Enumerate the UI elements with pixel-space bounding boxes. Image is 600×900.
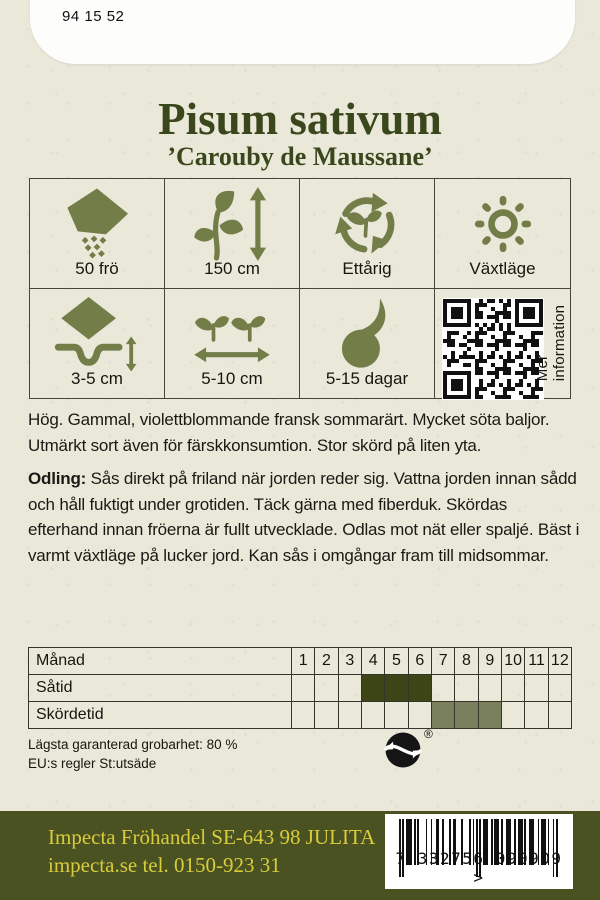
footer xyxy=(0,811,600,900)
info-cell-position xyxy=(435,179,570,289)
month-10: 10 xyxy=(501,648,524,674)
calendar-month-label: Månad xyxy=(36,652,85,669)
cultivation-text xyxy=(28,466,580,568)
plant-spacing-icon xyxy=(188,297,276,371)
sun-icon xyxy=(465,187,541,261)
harvest-month-9 xyxy=(478,702,501,728)
info-cell-annual xyxy=(300,179,435,289)
harvest-month-1 xyxy=(291,702,314,728)
sow-month-2 xyxy=(314,675,337,701)
eu-rules: EU:s regler St:utsäde xyxy=(28,756,157,771)
green-dot-recycling-icon xyxy=(384,731,422,769)
seed-amount-icon xyxy=(49,187,145,261)
plant-height-icon xyxy=(191,187,273,261)
info-cell-seed-amount xyxy=(30,179,165,289)
harvest-month-12 xyxy=(548,702,571,728)
month-7: 7 xyxy=(431,648,454,674)
harvest-month-10 xyxy=(501,702,524,728)
germination-icon xyxy=(327,297,407,373)
annual-cycle-icon xyxy=(329,187,405,261)
calendar-harvest-label: Skördetid xyxy=(36,706,104,723)
plant-spacing-label: 5-10 cm xyxy=(201,369,263,388)
month-9: 9 xyxy=(478,648,501,674)
harvest-month-2 xyxy=(314,702,337,728)
harvest-month-6 xyxy=(408,702,431,728)
harvest-month-3 xyxy=(338,702,361,728)
calendar-harvest-row xyxy=(29,702,571,728)
sow-month-11 xyxy=(524,675,547,701)
sow-month-9 xyxy=(478,675,501,701)
seed-amount-label: 50 frö xyxy=(75,258,119,278)
position-label: Växtläge xyxy=(469,258,536,278)
registered-trademark: ® xyxy=(424,727,433,741)
calendar-sow-row xyxy=(29,675,571,702)
harvest-month-5 xyxy=(384,702,407,728)
qr-label: Mer information xyxy=(534,305,568,382)
cultivation-heading: Odling: xyxy=(28,469,87,488)
plant-height-label: 150 cm xyxy=(204,258,260,278)
harvest-month-11 xyxy=(524,702,547,728)
species-title: Pisum sativum xyxy=(158,94,442,144)
info-cell-spacing xyxy=(165,289,300,399)
germination-guarantee: Lägsta garanterad grobarhet: 80 % xyxy=(28,737,238,752)
sow-month-3 xyxy=(338,675,361,701)
green-dot-recycling xyxy=(384,727,444,773)
sow-month-10 xyxy=(501,675,524,701)
legal-text xyxy=(28,735,237,773)
barcode xyxy=(385,814,573,889)
barcode-text: 7 332756 090909 > xyxy=(395,849,563,887)
sowing-calendar xyxy=(28,647,572,729)
sow-month-6 xyxy=(408,675,431,701)
info-cell-qr xyxy=(435,289,570,399)
month-3: 3 xyxy=(338,648,361,674)
sow-month-8 xyxy=(454,675,477,701)
month-5: 5 xyxy=(384,648,407,674)
description-text: Hög. Gammal, violettblommande fransk sommarärt. Mycket söta baljor. Utmärkt sort även för färskkonsumtion. Stor skörd på liten yta. xyxy=(28,410,550,455)
month-12: 12 xyxy=(548,648,571,674)
month-2: 2 xyxy=(314,648,337,674)
qr-code xyxy=(442,298,544,400)
sowing-depth-icon xyxy=(52,297,142,373)
top-tab xyxy=(30,0,575,64)
germination-label: 5-15 dagar xyxy=(325,369,409,388)
harvest-month-8 xyxy=(454,702,477,728)
variety-title: ’Carouby de Maussane’ xyxy=(167,142,433,171)
harvest-month-4 xyxy=(361,702,384,728)
month-8: 8 xyxy=(454,648,477,674)
article-number: 94 15 52 xyxy=(62,8,125,25)
month-1: 1 xyxy=(291,648,314,674)
cultivation-body: Sås direkt på friland när jorden reder sig. Vattna jorden innan sådd och håll fuktigt under grotiden. Täck gärna med fiberduk. Skördas efterhand innan fröerna är fullt utvecklade. Odlas mot nät eller spaljé. Bäst i varmt växtläge på lucker jord. Kan sås i omgångar fram till midsommar. xyxy=(28,469,580,565)
company-address-block xyxy=(48,823,375,879)
company-address: Impecta Fröhandel SE-643 98 JULITA xyxy=(48,825,376,849)
info-cell-germination xyxy=(300,289,435,399)
harvest-month-7 xyxy=(431,702,454,728)
sow-month-4 xyxy=(361,675,384,701)
annual-label: Ettårig xyxy=(342,258,392,278)
info-grid xyxy=(29,178,571,399)
sow-month-1 xyxy=(291,675,314,701)
info-cell-height xyxy=(165,179,300,289)
calendar-month-row xyxy=(29,648,571,675)
month-11: 11 xyxy=(524,648,547,674)
sow-month-5 xyxy=(384,675,407,701)
sowing-depth-label: 3-5 cm xyxy=(71,369,123,388)
company-contact: impecta.se tel. 0150-923 31 xyxy=(48,853,281,877)
month-4: 4 xyxy=(361,648,384,674)
sow-month-12 xyxy=(548,675,571,701)
sow-month-7 xyxy=(431,675,454,701)
calendar-sow-label: Såtid xyxy=(36,679,73,696)
info-cell-depth xyxy=(30,289,165,399)
month-6: 6 xyxy=(408,648,431,674)
